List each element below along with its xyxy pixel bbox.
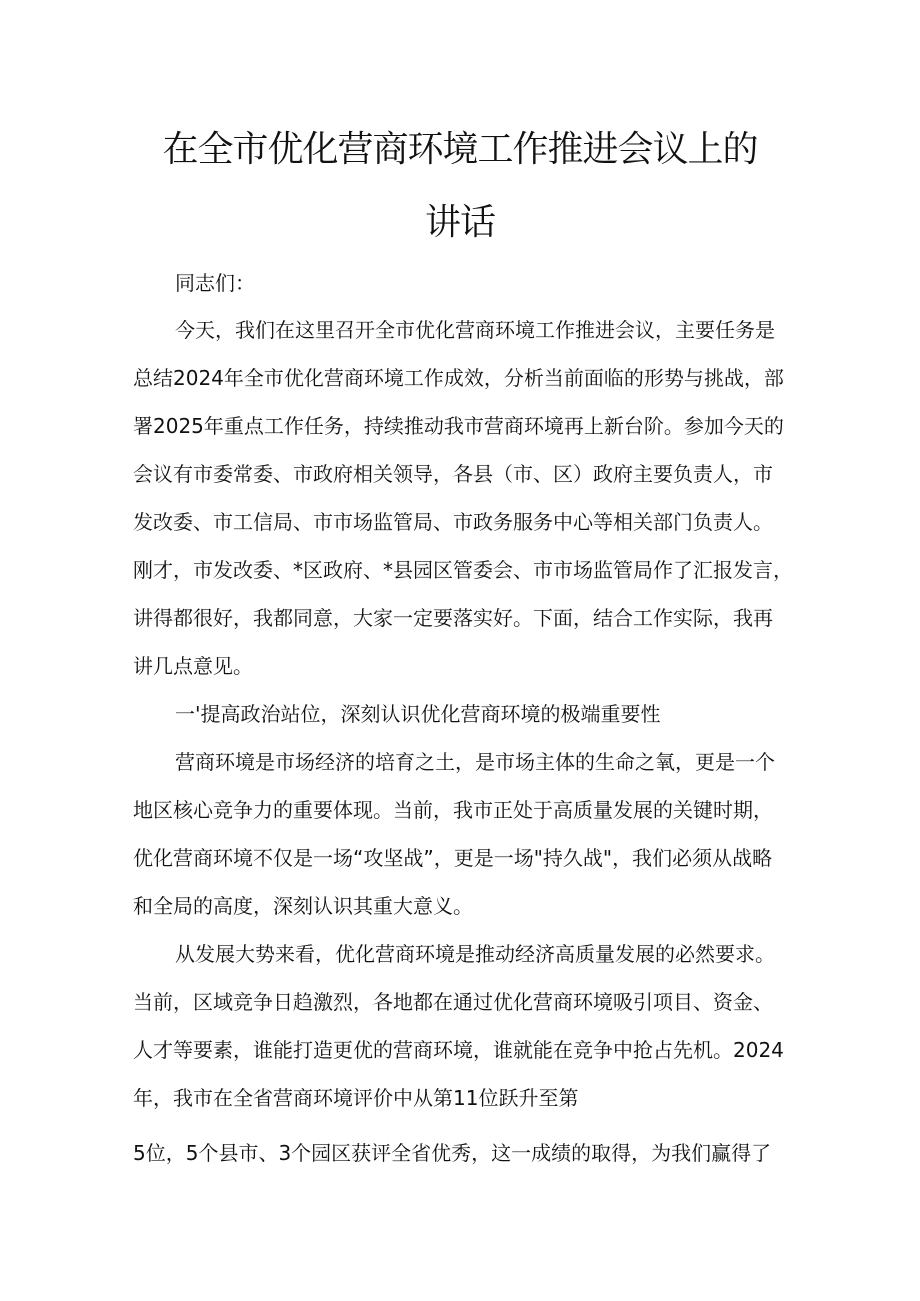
body-line: 讲得都很好，我都同意，大家一定要落实好。下面，结合工作实际，我再: [133, 606, 773, 630]
body-line: 地区核心竞争力的重要体现。当前，我市正处于高质量发展的关键时期，: [133, 798, 773, 822]
body-line: 总结2024年全市优化营商环境工作成效，分析当前面临的形势与挑战，部: [133, 366, 784, 390]
body-line: 5位，5个县市、3个园区获评全省优秀，这一成绩的取得，为我们赢得了: [133, 1141, 772, 1165]
salutation: 同志们：: [175, 271, 255, 295]
body-line: 优化营商环境不仅是一场“攻坚战”，更是一场"持久战"，我们必须从战略: [133, 846, 773, 870]
document-title-line-2: 讲话: [424, 202, 495, 243]
section-heading: 一'提高政治站位，深刻认识优化营商环境的极端重要性: [175, 702, 661, 726]
body-line: 从发展大势来看，优化营商环境是推动经济高质量发展的必然要求。: [175, 942, 775, 966]
body-line: 当前，区域竞争日趋激烈，各地都在通过优化营商环境吸引项目、资金、: [133, 990, 773, 1014]
body-line: 讲几点意见。: [133, 654, 253, 678]
body-line: 今天，我们在这里召开全市优化营商环境工作推进会议，主要任务是: [175, 318, 775, 342]
body-line: 年，我市在全省营商环境评价中从第11位跃升至第: [133, 1086, 579, 1110]
body-line: 人才等要素，谁能打造更优的营商环境，谁就能在竞争中抢占先机。2024: [133, 1038, 784, 1062]
document-title-line-1: 在全市优化营商环境工作推进会议上的: [162, 129, 758, 170]
body-line: 发改委、市工信局、市市场监管局、市政务服务中心等相关部门负责人。: [133, 510, 773, 534]
body-line: 营商环境是市场经济的培育之土，是市场主体的生命之氧，更是一个: [175, 750, 775, 774]
body-line: 会议有市委常委、市政府相关领导，各县（市、区）政府主要负责人，市: [133, 462, 773, 486]
body-line: 和全局的高度，深刻认识其重大意义。: [133, 894, 473, 918]
body-line: 刚才，市发改委、*区政府、*县园区管委会、市市场监管局作了汇报发言，: [133, 558, 793, 582]
body-line: 署2025年重点工作任务，持续推动我市营商环境再上新台阶。参加今天的: [133, 414, 784, 438]
